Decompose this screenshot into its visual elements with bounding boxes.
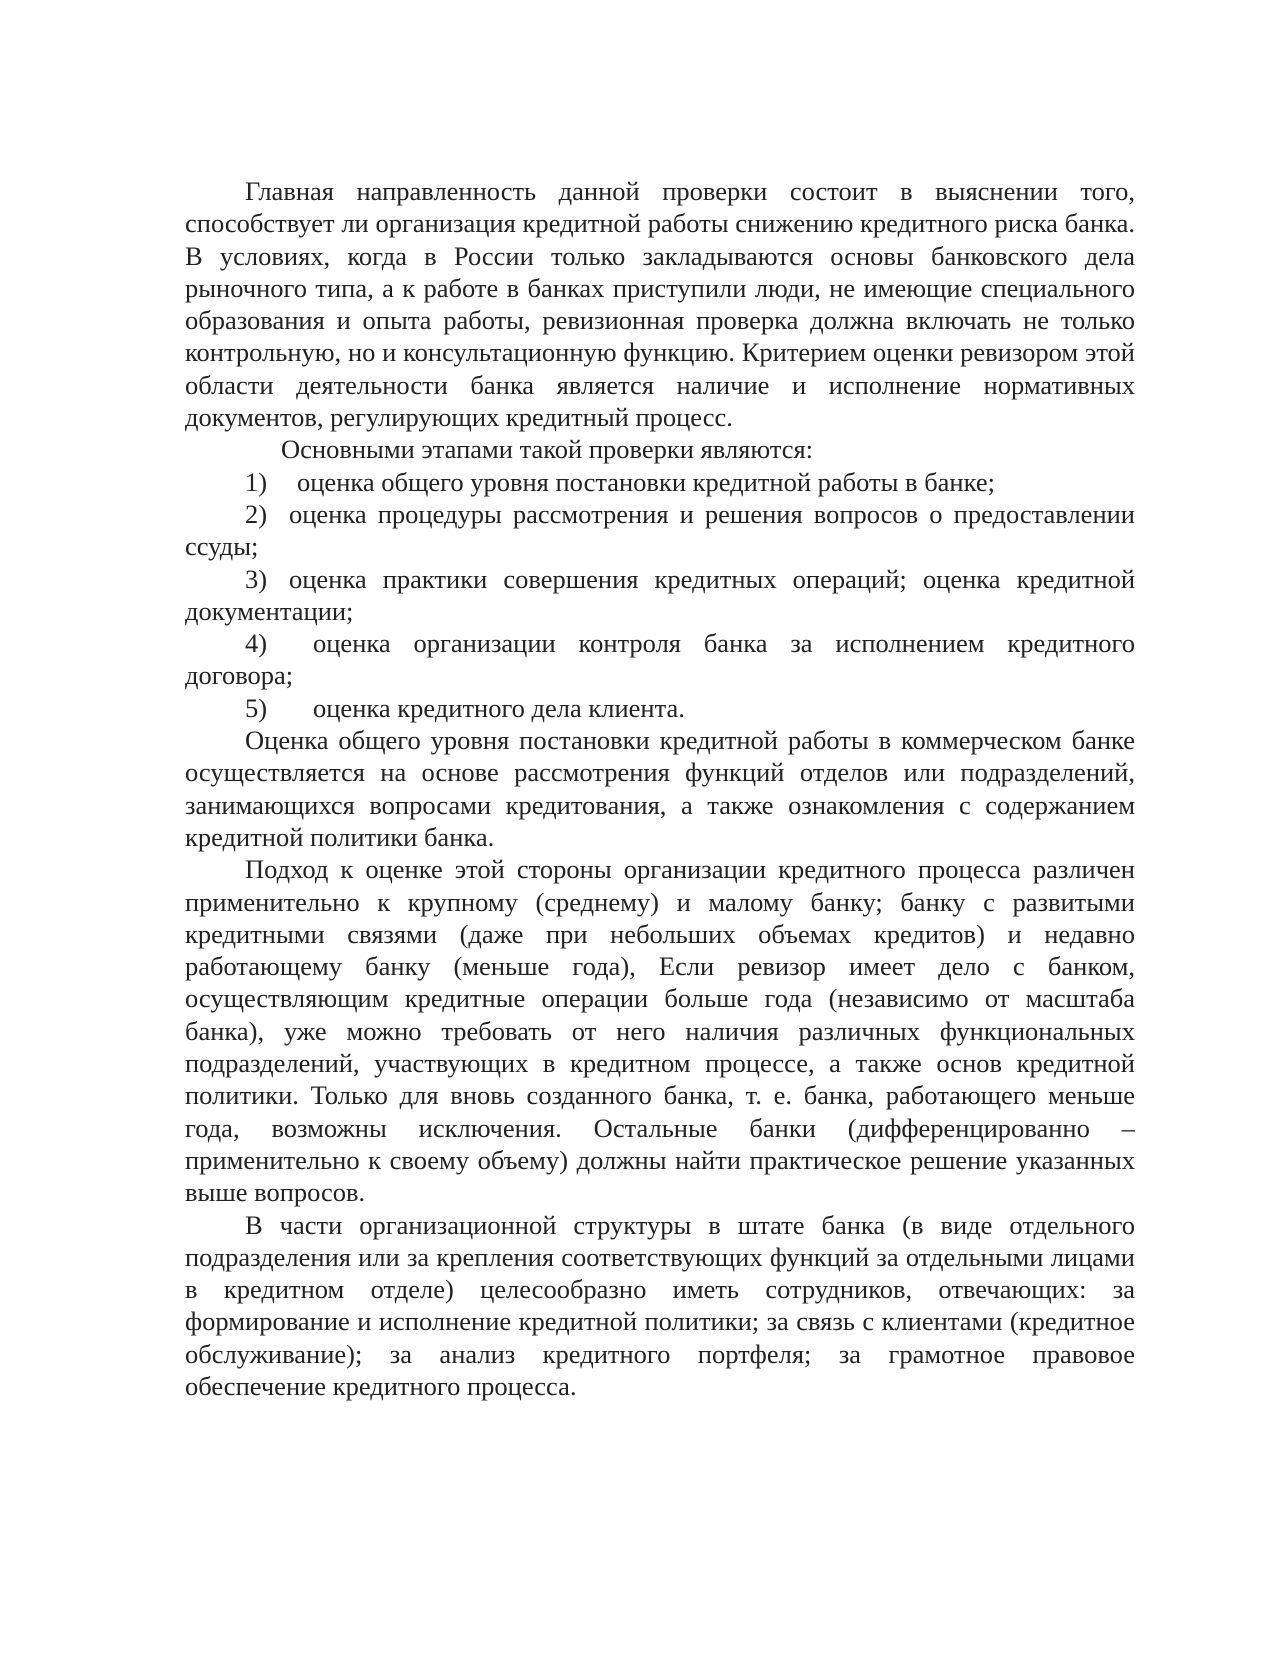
stage-item-1 [185,466,1135,498]
stage-text: оценка процедуры рассмотрения и решения вопросов о предоставлении ссуды; [185,498,1135,562]
stage-item-2 [185,498,1135,563]
stage-item-4 [185,627,1135,692]
stage-number: 3) [245,563,268,594]
stages-intro: Основными этапами такой проверки являются: [281,434,814,465]
stage-item-3 [185,563,1135,628]
stage-text: оценка кредитного дела клиента. [313,692,685,723]
stage-number: 4) [245,628,268,659]
stage-text: оценка общего уровня постановки кредитной работы в банке; [297,466,995,497]
paragraph-org-structure: В части организационной структуры в штате банка (в виде отдельного подразделения или за крепления соответствующих функций за отдельными лицами в кредитном отделе) целесообразно иметь сотрудников, отвечающих: за формирование и исполнение кредитной политики; за связь с клиентами (кредитное обслуживание); за анализ кредитного портфеля; за грамотное правовое обеспечение кредитного процесса. [185,1209,1135,1401]
document-body [185,175,1135,1402]
stage-text: оценка организации контроля банка за исполнением кредитного договора; [185,628,1135,691]
stage-number: 2) [245,498,268,529]
stage-number: 1) [245,466,268,497]
stage-text: оценка практики совершения кредитных операций; оценка кредитной документации; [185,563,1135,626]
paragraph-assessment-approach: Подход к оценке этой стороны организации кредитного процесса различен применительно к крупному (среднему) и малому банку; банку с развитыми кредитными связями (даже при небольших объемах кредитов) и недавно работающему банку (меньше года), Если ревизор имеет дело с банком, осуществляющим кредитные операции больше года (независимо от масштаба банка), уже можно требовать от него наличия различных функциональных подразделений, участвующих в кредитном процессе, а также основ кредитной политики. Только для вновь созданного банка, т. е. банка, работающего меньше года, возможны исключения. Остальные банки (дифференцированно – применительно к своему объему) должны найти практическое решение указанных выше вопросов. [185,854,1135,1208]
paragraph-main-direction: Главная направленность данной проверки состоит в выяснении того, способствует ли организация кредитной работы снижению кредитного риска банка. В условиях, когда в России только закладываются основы банковского дела рыночного типа, а к работе в банках приступили люди, не имеющие специального образования и опыта работы, ревизионная проверка должна включать не только контрольную, но и консультационную функцию. Критерием оценки ревизором этой области деятельности банка является наличие и исполнение нормативных документов, регулирующих кредитный процесс. [185,176,1135,433]
stage-item-5 [185,692,1135,724]
paragraph-general-assessment: Оценка общего уровня постановки кредитной работы в коммерческом банке осуществляется на основе рассмотрения функций отделов или подразделений, занимающихся вопросами кредитования, а также ознакомления с содержанием кредитной политики банка. [185,725,1135,852]
stage-number: 5) [245,692,268,723]
